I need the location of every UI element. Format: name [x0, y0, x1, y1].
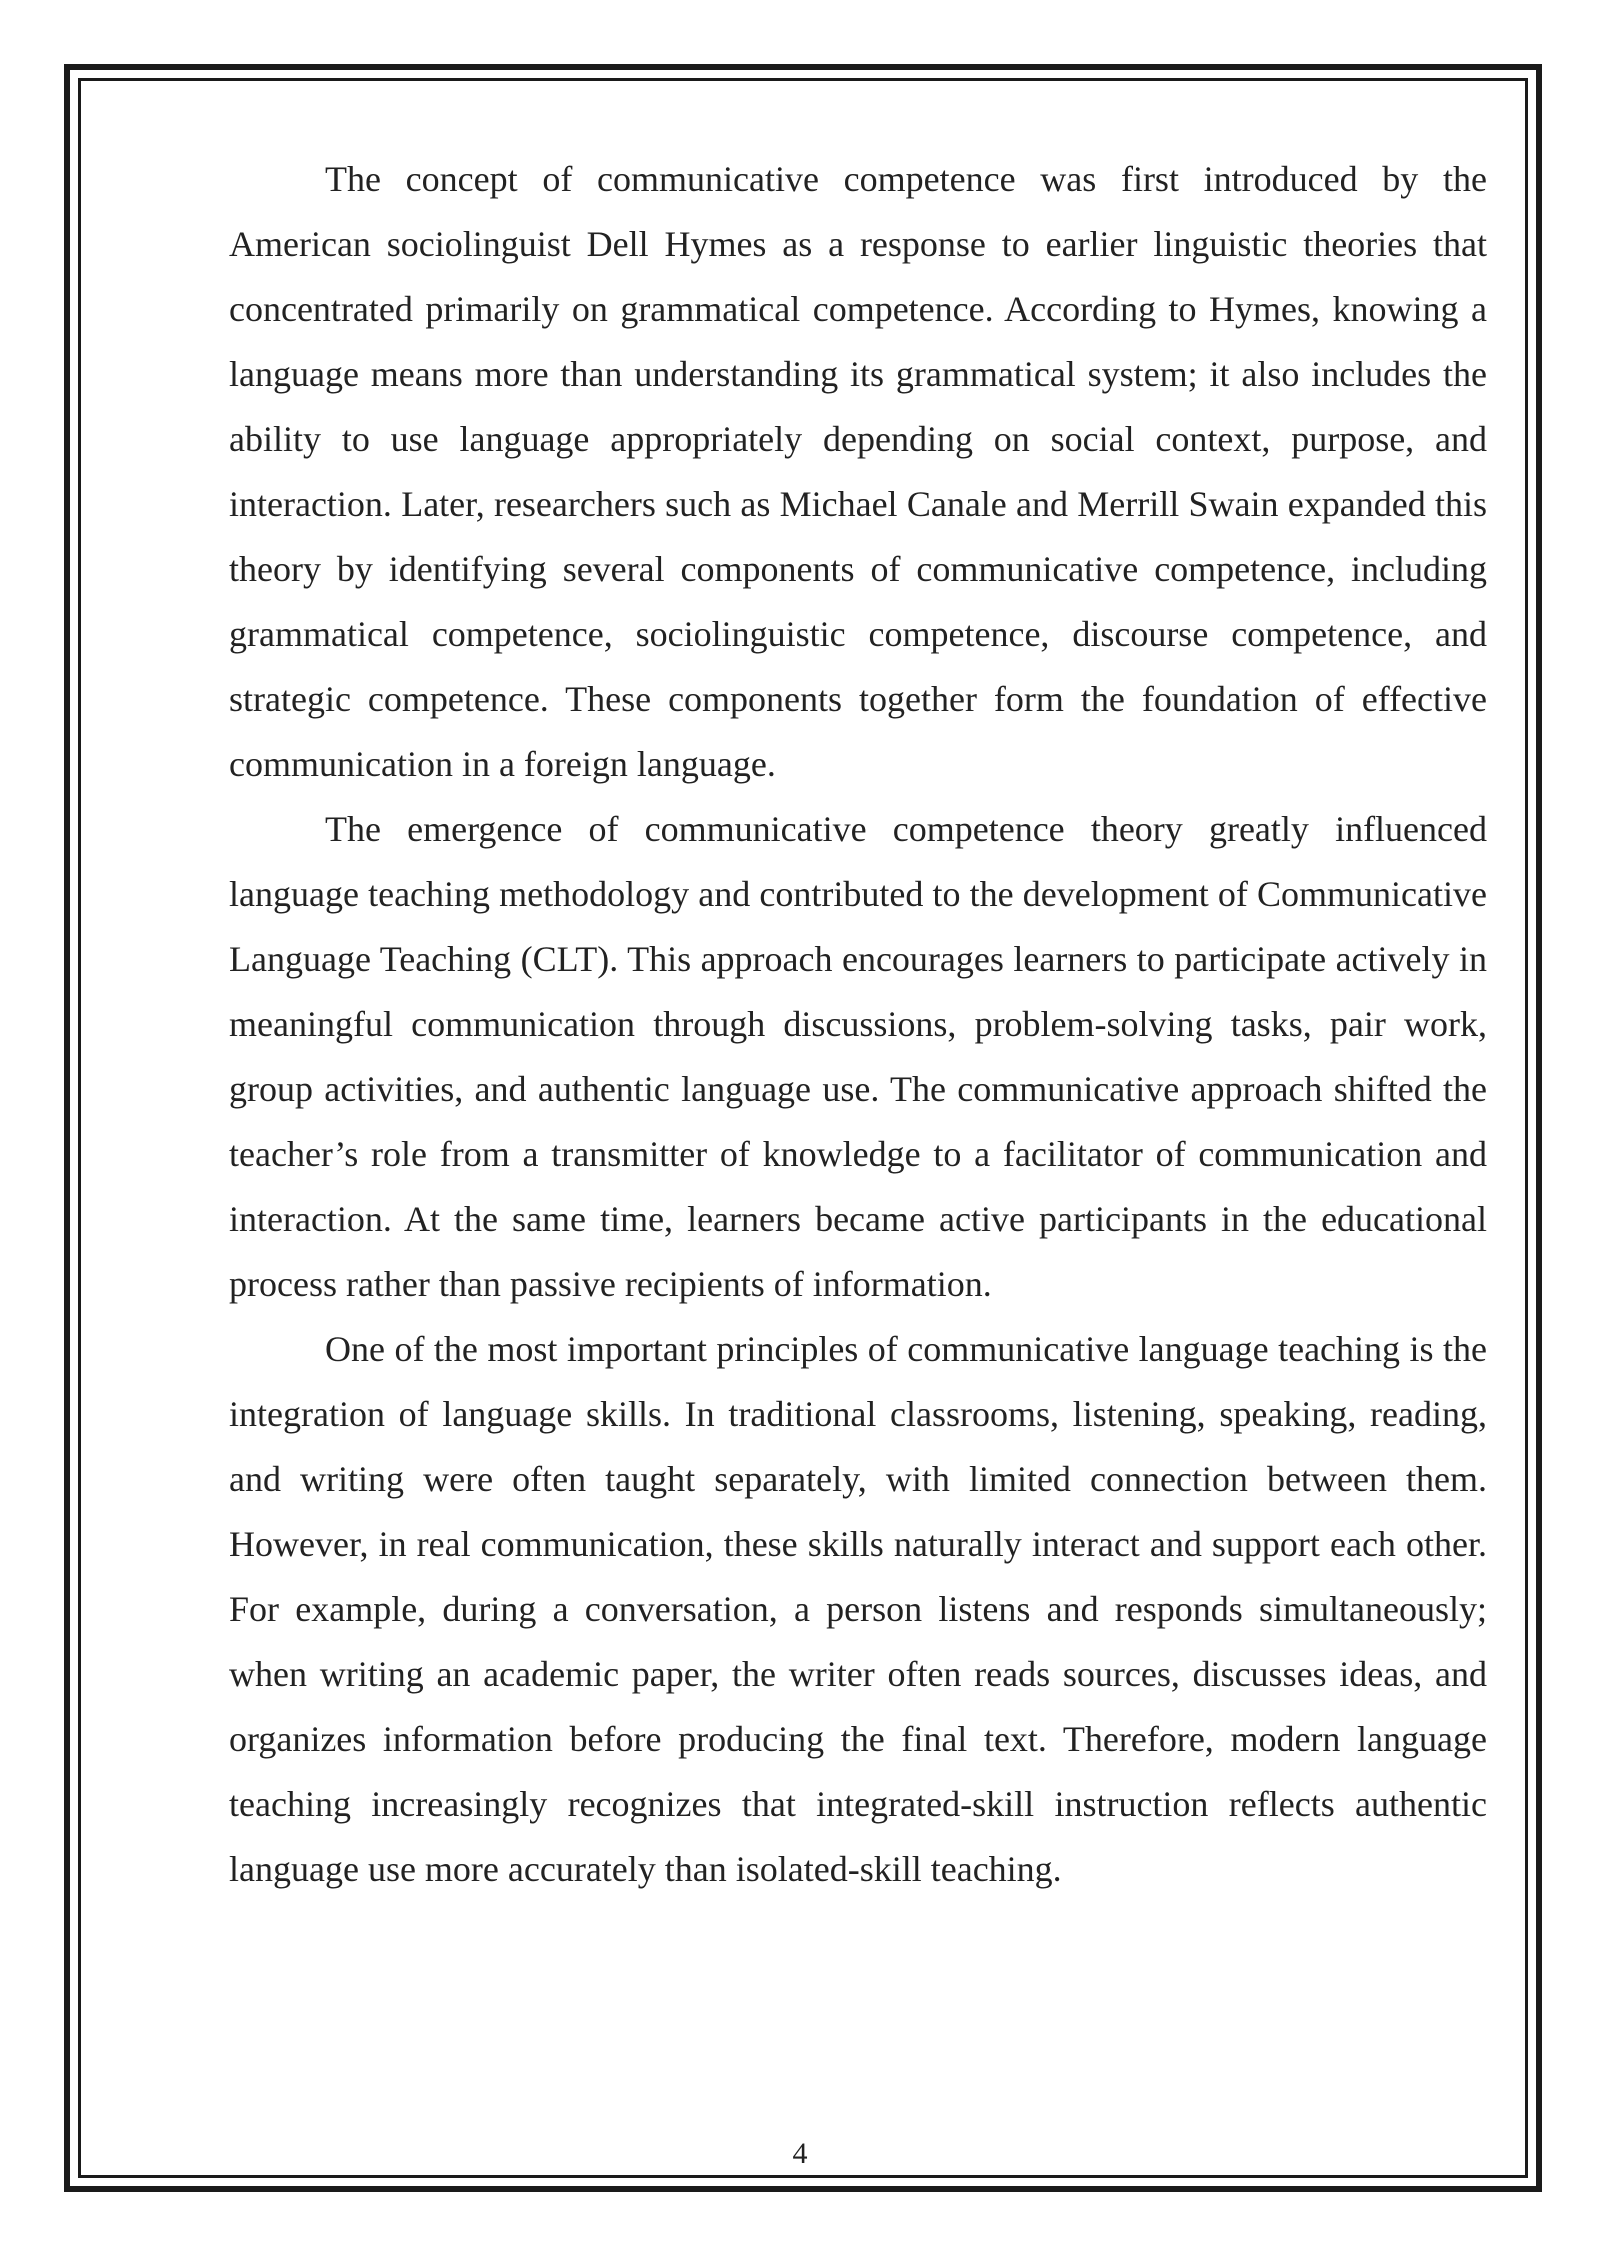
paragraph-communicative-language-teaching: The emergence of communicative competence theory greatly influenced language teaching methodology and contributed to the development of Communicative Language Teaching (CLT). This approach encourages learners to participate actively in meaningful communication through discussions, problem-solving tasks, pair work, group activities, and authentic language use. The communicative approach shifted the teacher’s role from a transmitter of knowledge to a facilitator of communication and interaction. At the same time, learners became active participants in the educational process rather than passive recipients of information. — [229, 809, 1487, 1304]
paragraph-integration-of-skills: One of the most important principles of communicative language teaching is the integration of language skills. In traditional classrooms, listening, speaking, reading, and writing were often taught separately, with limited connection between them. However, in real communication, these skills naturally interact and support each other. For example, during a conversation, a person listens and responds simultaneously; when writing an academic paper, the writer often reads sources, discusses ideas, and organizes information before producing the final text. Therefore, modern language teaching increasingly recognizes that integrated-skill instruction reflects authentic language use more accurately than isolated-skill teaching. — [229, 1329, 1487, 1889]
page-body — [229, 147, 1487, 1902]
paragraph-communicative-competence: The concept of communicative competence was first introduced by the American sociolinguist Dell Hymes as a response to earlier linguistic theories that concentrated primarily on grammatical competence. According to Hymes, knowing a language means more than understanding its grammatical system; it also includes the ability to use language appropriately depending on social context, purpose, and interaction. Later, researchers such as Michael Canale and Merrill Swain expanded this theory by identifying several components of communicative competence, including grammatical competence, sociolinguistic competence, discourse competence, and strategic competence. These components together form the foundation of effective communication in a foreign language. — [229, 159, 1487, 784]
page-number: 4 — [792, 2137, 808, 2170]
